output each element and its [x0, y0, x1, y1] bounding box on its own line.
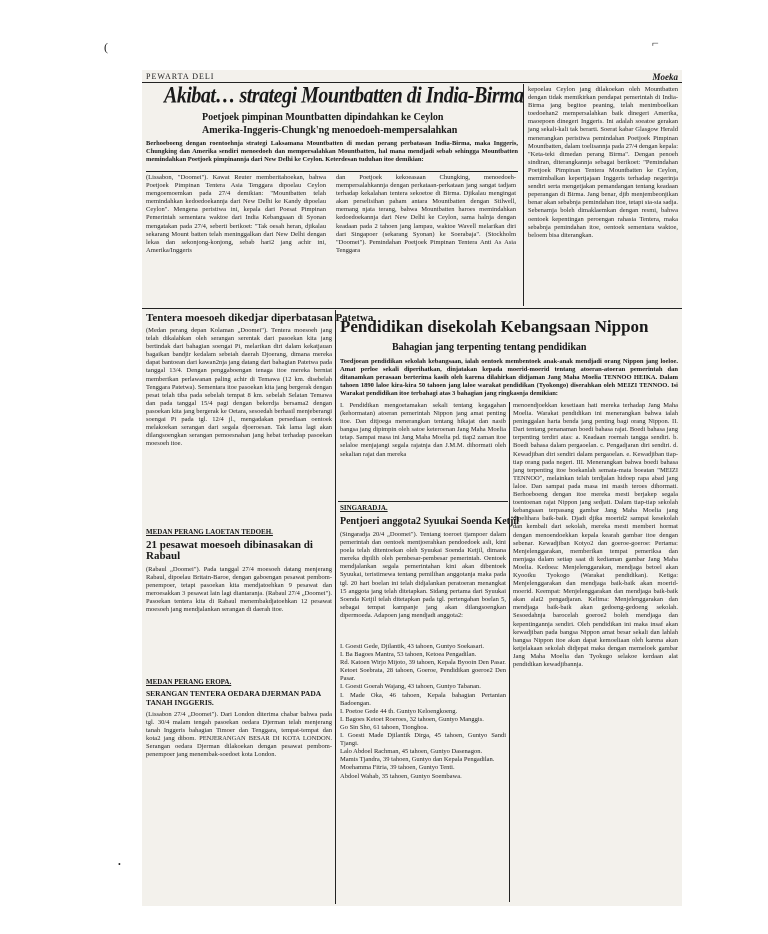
pentjoeri-headline: Pentjoeri anggota2 Syuukai Soenda Ketjil — [340, 516, 519, 527]
section-rule — [142, 308, 682, 309]
singaradja-rule — [338, 501, 508, 502]
tentera-body: (Medan perang depan Kolaman „Doomei"). Tentera moesoeh jang telah dikalahkan oleh serangan serentak dari pasoekan kita jang bertindak dari bahagian soengai Pi, melarikan diri dalam kekatjauan bagaikan bandjir kedalam sebeiah daerah Djoerang, dimana mereka dapat bantoean dari kawan2nja jang datang dari bahagian Patetwa pada tanggal 13/4. Dengan penggaboengan tenaga itoe mereka berniat memberikan perlawanan paling achir di Temawa (12 km. disebelah Tenggara Patetwa). Sementara itoe pasoekan kita jang bergerak dengan pesat telah tiba pada sebelah tempat 8 km. sebelah Selatan Temawa dan pada tanggal 15/4 pagi dengan bekerdja bersama2 dengan pasoekan kita jang bergerak ke Oetara, sesoedah berhasil menjeberangi soengai Pi pada tgl. 12/4 jl., mengadakan persediaan oentoek melakoekan serangan dari segala djoeroesan. Tak lama lagi akan dilangsoengkan serangan pemoesnahan jang hebat terhadap pasoekan moesoeh itoe. — [146, 327, 332, 448]
list-item: I. Goesti Goerah Wajang, 43 tahoen, Guntyo Tabanan. — [340, 683, 481, 691]
lead-rule — [146, 171, 518, 172]
list-item: Abdoel Wahab, 35 tahoen, Guntyo Soembawa. — [340, 772, 462, 780]
list-item: I. Made Oka, 46 tahoen, Kepala bahagian Pertanian Badoengan. — [340, 691, 506, 707]
eropa-section: MEDAN PERANG EROPA. — [146, 678, 232, 686]
pendidikan-subheadline: Bahagian jang terpenting tentang pendidikan — [392, 342, 587, 353]
laoetan-body: (Rabaul „Doomei"). Pada tanggal 27/4 moesoeh datang menjerang Rabaul, dipoelau Britain-Baroe, dengan gaboengan pesawat pembom-penempoer, tetapi pasoekan kita mendjatoehkan 9 pesawat dan meroesakkan 3 pesawat lain lagi diantaranja. (Rabaul 27/4 „Doomei"). Pasoekan tentera kita di Rabaul menembakdjatoehkan 12 pesawat moesoeh jang mendjalankan serangan di daerah itoe. — [146, 566, 332, 614]
list-item: Mamis Tjandra, 39 tahoen, Guntyo dan Kepala Pengadilan. — [340, 756, 495, 764]
list-item: I. Poetoe Gede 44 th. Guntyo Keloengkoeng. — [340, 707, 458, 715]
main-col-1: (Lissabon, "Doomei"). Kawat Reuter memberitahoekan, bahwa Poetjoek Pimpinan Tentera Asia Tenggara dipoelau Ceylon mengoemoemkan pada 27/4 demikian: "Mountbatten telah memindahkan kedoedoekannja dari New Delhi ke Kandy dipoelau Ceylon". Mengena peristiwa ini, kepala dari Poesat Pimpinan Pemerintah sementara waktoe dari India Kebangsaan di Syonan mengatakan pada 27/4, seberti berikoet: "Tak oesah heran, djikalau sekarang Mount batten telah meninggalkan dari New Delhi dengan lekas dan sekonjong-konjong, sebab hari2 jang achir ini, Amerika/Inggeris — [146, 174, 326, 254]
vertical-rule-left — [335, 310, 336, 904]
scan-mark-right: ⌐ — [652, 36, 659, 50]
tentera-headline: Tentera moesoeh dikedjar diperbatasan Patetwa — [146, 312, 374, 324]
main-subheadline-2: Amerika-Inggeris-Chungk'ng menoedoeh-mempersalahkan — [202, 125, 458, 136]
main-lead: Berhoeboeng dengan roentoehnja strategi Laksamana Mountbatten di medan perang perbatasan India-Birma, maka Inggeris, Chungking dan Amerika sendiri menoedoeh dan mempersalahkan Mountbatten, hal mana mendjadi sebab sehingga Mountbatten memindahkan Poetjoek pimpinannja dari New Delhi ke Ceylon. Keterdesan tuduhan itoe demikian: — [146, 140, 518, 164]
scan-mark-left: ( — [104, 40, 108, 54]
list-item: Moehamma Fitria, 39 tahoen, Guntyo Tenti. — [340, 764, 455, 772]
singaradja-label: SINGARADJA. — [340, 504, 388, 512]
list-item: Go Sin Sho, 61 tahoen, Tionghoa. — [340, 723, 429, 731]
pendidikan-point-1: I. Pendidikan mengoetamakan sekali tentang kegagahan (kehormatan) atoeran pemerintah Nippon jang amat penting itoe. Dan ditjoega menerangkan tentang hikajat dan nasib bangsa jang dipimpin oleh satoe keteroenan Jang Maha Moelia tetap. Sampai masa ini Jang Maha Moelia pd. tiap2 zaman itoe selaloe menjajangi segala rajatnja dan J.M.M. dihormati oleh sekalian rajat dan mereka — [340, 402, 506, 458]
laoetan-section: MEDAN PERANG LAOETAN TEDOEH. — [146, 528, 273, 536]
list-item: I. Goesti Made Djilantik Dirga, 45 tahoen, Guntyo Sandi Tjangi. — [340, 732, 506, 748]
eropa-headline: SERANGAN TENTERA OEDARA DJERMAN PADA TANAH INGGERIS. — [146, 689, 321, 707]
vertical-rule-top — [523, 84, 524, 306]
vertical-rule-right — [509, 402, 510, 902]
member-list — [340, 643, 506, 903]
list-item: I. Bagoes Ketoet Roeroes, 32 tahoen, Guntyo Manggis. — [340, 715, 484, 723]
eropa-body: (Lissabon 27/4 „Doomei"). Dari London diterima chabar bahwa pada tgl. 30/4 malam tengah pasoekan oedara Djerman telah menjerang tanah Inggeris bahagian Timoer dan Tenggara, tempat-tempat dan kota2 jang dibom. PENJERANGAN BESAR DI KOTA LONDON. Serangan oedara Djerman dilakoekan dengan pesawat pembom-penempoer jang menembak-soedoet kota London. — [146, 711, 332, 759]
list-item: Ketoet Soebrata, 28 tahoen, Goeroe, Pendidikan goeroe2 Den Pasar. — [340, 667, 506, 683]
list-item: I. Goesti Gede, Djilantik, 43 tahoen, Guntyo Soekasari. — [340, 643, 485, 650]
scan-dot: • — [118, 860, 121, 869]
pendidikan-headline: Pendidikan disekolah Kebangsaan Nippon — [340, 317, 649, 336]
pendidikan-intro: Toedjoean pendidikan sekolah kebangsaan, ialah oentoek membentoek anak-anak mendjadi orang Nippon jang loeloe. Amat perloe sekali diperihatkan, dinjatakan kepada moerid-moerid tentang atoeran-atoeran pemerintah dan ditanamkan perasaan berterima kasih oleh karena dilahirkan didjaman Jang Maha Moelia TENNOO HEIKA. Dalam tahoen 1890 laloe kira-kira 50 tahoen jang laloe warakat pendidikan (Tyokongo) diserahkan oleh MEIZI TENNOO. Isi Warakat pendidikan itoe terbahagi atas 3 bahagian jang ringkasnja demikian: — [340, 358, 678, 398]
right-col-top: kepoelau Ceylon jang dilakoekan oleh Mountbatten dengan tidak memikirkan pendapat pemerintah di India-Birma jang begitoe peaning, telah menimboelkan toedoehan2 mempersalahkan baik dinegeri Amerika, maoepoen dinegeri Inggeris. Ini adalah soeatoe gerakan jang sekali-kali tak berarti. Soerat kabar Glasgow Herald menerangkan peristiwa pemindahan Poetjoek Pimpinan Mountbatten, dalam toelisannja pada 27/4 dengan kepala: "Keta-teki dimedan perang Birma". Dengan penoeh sindiran, diterangkannja sebagai berikoet: "Pemindahan Poetjoek Pimpinan Tentera Mountbatten ke Ceylon, memimbalkan kepertjajaan Inggeris terhadap negerinja sendiri serta mengetjakan pemandangan tentang keadaan peperangan di Birma. Jang benar, djib menjembeonjikan benar akan sebabnja pemindahan itoe, tetapi sia-sia sadja. Sebenarnja boleh dimaklaemkan dengan resmi, bahwa oentoek kepentingan peroengan rahasia Tentera, maka sebabnja pemindahan itoe, oentoek sementara waktoe, beloem bisa diterangkan. — [528, 86, 678, 239]
main-headline: Akibat… strategi Mountbatten di India-Birma — [164, 83, 524, 109]
masthead-right: Moeka — [652, 72, 678, 82]
pentjoeri-body: (Singaradja 20/4 „Doomei"). Tentang toeroet tjampoer dalam pemerintah dan oentoek mentjoerahkan pendoedoek asli, kini poela telah ditentoekan oleh Syuukai Soenda Ketjil, dimana mereka dipilih oleh pembesar-pembesar pemerintah. Oentoek mendjalankan segala pemerintahan kini akan dibentoek Syuukai, teristimewa tentang pemilihan anggotanja maka pada tgl. 20 hari boelan ini telah didjalankan peratoeran menangkat 15 anggota jang telah ditetapkan. Sidang pertama dari Syuukai Soenda Ketjil telah ditetapkan pada tgl. pertengahan boelan 5, sebagai tempat kampanje jang akan dilangsoengkan dipermoeda. Adapoen jang mendjadi anggota2: — [340, 531, 506, 619]
main-subheadline-1: Poetjoek pimpinan Mountbatten dipindahkan ke Ceylon — [202, 112, 444, 123]
newspaper-page — [142, 70, 682, 906]
list-item: I. Ba Bagoes Mantra, 53 tahoen, Ketoea Pengadilan. — [340, 651, 477, 659]
list-item: Lalo Abdoel Rachman, 45 tahoen, Guntyo Dasenagon. — [340, 748, 483, 756]
pendidikan-right-column: menoendjoekkan kesetiaan hati mereka terhadap Jang Maha Moelia. Warakat pendidikan ini menerangkan bahwa ialah peninggalan harta benda jang penting bagi orang Nippon. II. Dari tentang penanaman boedi bahasa rajat. Boedi bahasa jang terpenting terdiri atas: a. Keadaan roemah tangga sendiri. b. Boedi bahasa dalam pergaoelan. c. Pengadjaran diri sendiri. d. Kewadjiban diri sendiri dalam pergaoelan. e. Kewadjiban tiap-tiap orang pada negeri. III. Menerangkan bahwa boedi bahasa jang terpenting itoe boekanlah semata-mata boeatan "MEIZI TENNOO", melainkan telah terdjalan hidoep rapa abad jang laloe. Dan sampai pada masa ini masih teroes dihormati. Berhoeboeng dengan itoe mereka mesti berjakep segala toentoenan rajat Nippon jang sedjati. Dalam tiap-tiap sekolah kebangsaan terpasang gambar Jang Maha Moelia jang dipelihara baik-baik. Djadi djika moerid2 sampai kesekolah dan kembali dari sekolah, mereka mesti memberi hormat dengan menoendoekkan kepala kearah gambar itoe dengan sebenar. Kewadjiban Kotyo2 dan goeroe-goeroe: Pertama: Menjelenggarakan, memberikan tempat pemeriksa dan menjaga dalam setiap saat di kediaman gambar Jang Maha Moelia. Kedoea: Menjelenggarakan, mendjaga betoel akan Kyooiku Tyokogo (Warakat pendidikan). Ketiga: Menjelenggarakan dan mendjaga baik-baik akan moerid-moerid. Keempat: Menjelenggarakan dan mendjaga baik-baik akan alat2 pengadjaran. Kelima: Menjelenggarakan dan mendjaga baik-baik akan gedoeng-gedoeng sekolah. Sesoedahnja barocelah goeroe2 boleh mendjaga dan kepentingannja sendiri. Oleh pendidikan ini maka insaf akan kewadjiban pada bangsa Nippon amat besar sekali dan lahlah bangsa Nippon itoe akan dapat kemoeliaan oleh karena akan ketjelakaan sekolah didjepat maka dengan memeloek gambar Jang Maha Moelia dan Tyokugo selakoe kerdaan alat pendidikan kewadjibannja. — [513, 402, 678, 668]
main-col-2: dan Poetjoek kekoeasaan Chungking, menoedoeh-mempersalahkannja dengan perkataan-perkataan jang sangat tadjam terhadap kekalahan tentera sekoetoe di Birma. Djikalau mengingat akan perselisihan paham antara Mountbatten dengan Stilwell, memang njata terang, bahwa Mountbatten haroes memindahkan kedoedoekannja dari New Delhi ke Ceylon, sama halnja dengan keadaan pada 2 tahoen jang lampau, waktoe Wavell melarikan diri dari Singapoer (sekarang Syonan) ke Soerabaja". (Stockholm "Doomei"). Pemindahan Poetjoek Pimpinan Tentera Anti As Asia Tenggara — [336, 174, 516, 254]
laoetan-headline: 21 pesawat moesoeh dibinasakan di Rabaul — [146, 539, 313, 562]
masthead-left: PEWARTA DELI — [146, 72, 215, 81]
list-item: Rd. Katoen Wirjo Mijoto, 39 tahoen, Kepala Byooin Den Pasar. — [340, 659, 506, 667]
